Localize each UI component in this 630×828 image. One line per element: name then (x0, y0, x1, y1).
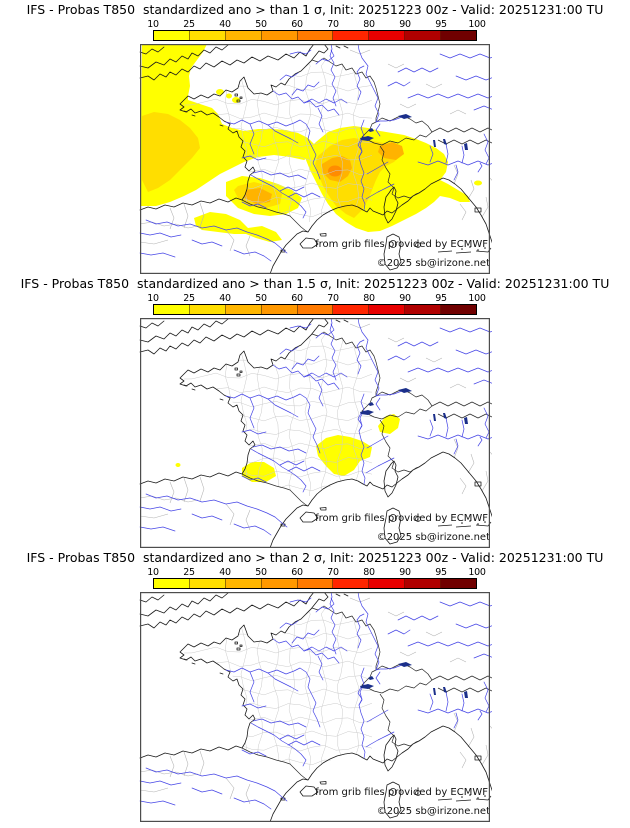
colorbar-tick-label: 90 (399, 293, 411, 304)
colorbar-tick-label: 90 (399, 19, 411, 30)
colorbar-tick-label: 80 (363, 293, 375, 304)
colorbar-segment (262, 305, 298, 314)
map-credit-ecmwf: from grib files provided by ECMWF (315, 239, 488, 250)
colorbar-segment (226, 31, 262, 40)
colorbar-tick-label: 100 (468, 567, 486, 578)
colorbar-segment (190, 31, 226, 40)
colorbar-segment (298, 579, 334, 588)
map-credit-copyright: ©2025 sb@irizone.net (376, 806, 490, 817)
colorbar-segment (369, 305, 405, 314)
colorbar-tick-label: 90 (399, 567, 411, 578)
prob-region-10-25 (176, 463, 181, 467)
colorbar-tick-label: 25 (183, 567, 195, 578)
colorbar-tick-label: 10 (147, 567, 159, 578)
map-credit-copyright: ©2025 sb@irizone.net (376, 258, 490, 269)
colorbar-ticks (147, 567, 486, 578)
prob-region-10-25 (216, 89, 224, 95)
france-weather-map (138, 592, 492, 822)
colorbar-tick-label: 95 (435, 293, 447, 304)
colorbar-bar (153, 578, 477, 589)
map-france-sigma-1-5 (138, 318, 492, 548)
colorbar-segment (441, 305, 476, 314)
colorbar-segment (333, 305, 369, 314)
colorbar-segment (154, 31, 190, 40)
colorbar-tick-label: 10 (147, 293, 159, 304)
map-france-sigma-1 (138, 44, 492, 274)
colorbar-segment (298, 305, 334, 314)
colorbar-tick-label: 70 (327, 567, 339, 578)
colorbar-tick-label: 25 (183, 293, 195, 304)
colorbar-tick-label: 50 (255, 19, 267, 30)
colorbar-bar (153, 30, 477, 41)
colorbar-segment (441, 579, 476, 588)
colorbar-segment (369, 579, 405, 588)
colorbar-segment (298, 31, 334, 40)
colorbar-segment (190, 579, 226, 588)
colorbar-segment (441, 31, 476, 40)
probability-colorbar (147, 567, 486, 589)
map-france-sigma-2 (138, 592, 492, 822)
colorbar-tick-label: 60 (291, 19, 303, 30)
colorbar-segment (154, 305, 190, 314)
colorbar-segment (154, 579, 190, 588)
prob-region-10-25 (242, 462, 276, 482)
panel-sigma-1-5 (0, 276, 630, 550)
map-credit-ecmwf: from grib files provided by ECMWF (315, 513, 488, 524)
colorbar-segment (226, 579, 262, 588)
colorbar-tick-label: 100 (468, 293, 486, 304)
probability-colorbar (147, 19, 486, 41)
colorbar-segment (262, 579, 298, 588)
colorbar-tick-label: 80 (363, 19, 375, 30)
france-weather-map (138, 318, 492, 548)
colorbar-tick-label: 40 (219, 293, 231, 304)
colorbar-ticks (147, 293, 486, 304)
map-credit-ecmwf: from grib files provided by ECMWF (315, 787, 488, 798)
map-credit-copyright: ©2025 sb@irizone.net (376, 532, 490, 543)
colorbar-tick-label: 70 (327, 293, 339, 304)
colorbar-tick-label: 95 (435, 19, 447, 30)
prob-region-10-25 (316, 435, 372, 476)
colorbar-tick-label: 80 (363, 567, 375, 578)
colorbar-tick-label: 60 (291, 293, 303, 304)
colorbar-segment (405, 305, 441, 314)
panel-title: IFS - Probas T850 standardized ano > than 1 σ, Init: 20251223 00z - Valid: 20251231:00 TU (26, 2, 604, 17)
colorbar-tick-label: 50 (255, 567, 267, 578)
probability-overlay (176, 414, 401, 482)
colorbar-tick-label: 40 (219, 567, 231, 578)
colorbar-ticks (147, 19, 486, 30)
colorbar-tick-label: 60 (291, 567, 303, 578)
probability-colorbar (147, 293, 486, 315)
colorbar-segment (405, 31, 441, 40)
colorbar-tick-label: 95 (435, 567, 447, 578)
prob-region-10-25 (226, 94, 232, 99)
prob-region-10-25 (474, 181, 482, 186)
colorbar-segment (226, 305, 262, 314)
colorbar-segment (333, 31, 369, 40)
colorbar-tick-label: 10 (147, 19, 159, 30)
colorbar-tick-label: 25 (183, 19, 195, 30)
panel-sigma-1 (0, 2, 630, 276)
colorbar-segment (405, 579, 441, 588)
colorbar-tick-label: 50 (255, 293, 267, 304)
france-weather-map (138, 44, 492, 274)
colorbar-segment (369, 31, 405, 40)
panel-title: IFS - Probas T850 standardized ano > than 2 σ, Init: 20251223 00z - Valid: 20251231:00 TU (26, 550, 604, 565)
panel-sigma-2 (0, 550, 630, 824)
rivers (140, 318, 492, 535)
colorbar-tick-label: 100 (468, 19, 486, 30)
colorbar-bar (153, 304, 477, 315)
colorbar-segment (262, 31, 298, 40)
colorbar-segment (190, 305, 226, 314)
department-borders (184, 606, 372, 770)
panel-title: IFS - Probas T850 standardized ano > than 1.5 σ, Init: 20251223 00z - Valid: 20251231:00 TU (20, 276, 610, 291)
colorbar-tick-label: 40 (219, 19, 231, 30)
colorbar-tick-label: 70 (327, 19, 339, 30)
colorbar-segment (333, 579, 369, 588)
rivers (140, 592, 492, 809)
probability-overlay (140, 44, 482, 242)
